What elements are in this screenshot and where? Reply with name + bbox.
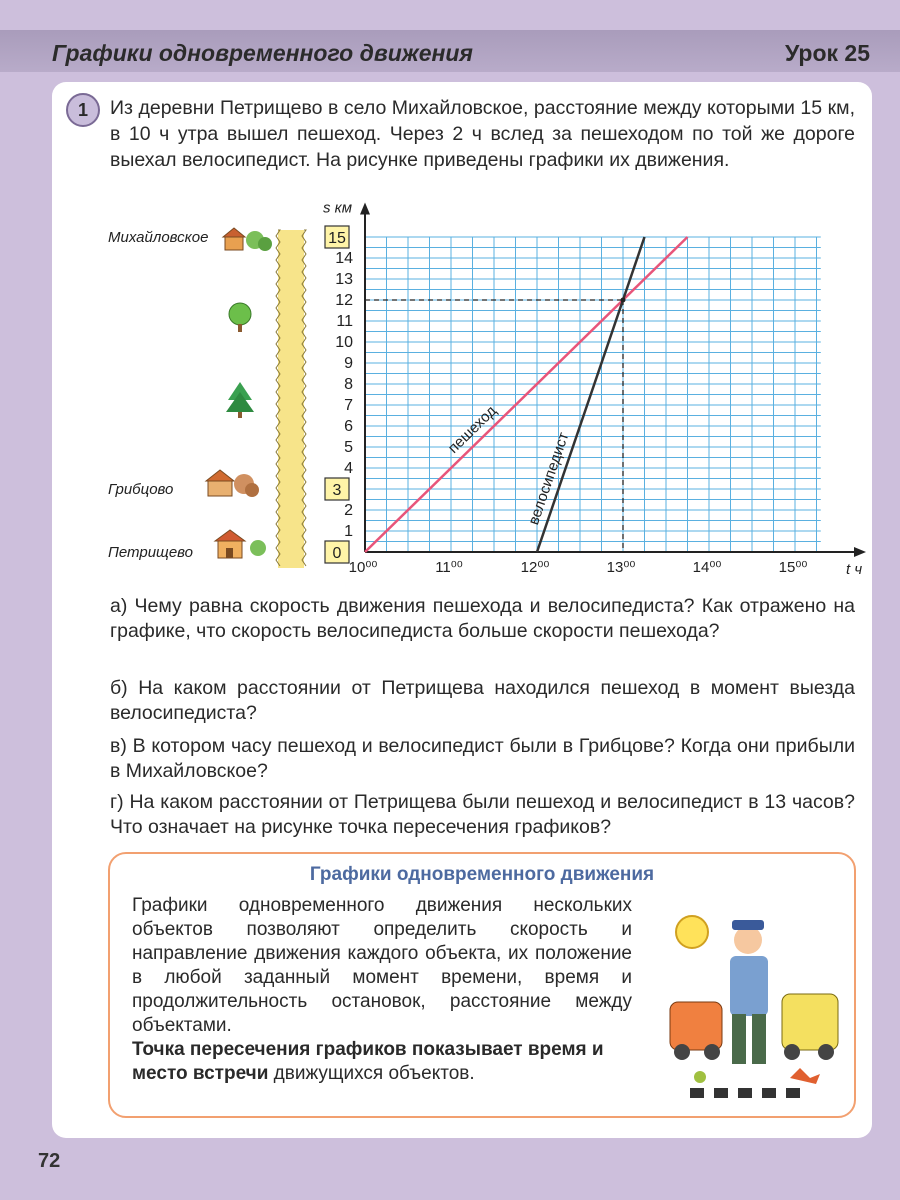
y-tick-label: 12 — [335, 292, 353, 309]
y-axis-arrow — [360, 203, 370, 215]
traffic-officer-illustration — [670, 902, 840, 1107]
x-tick-label: 14⁰⁰ — [692, 559, 722, 576]
y-tick-label: 4 — [344, 460, 353, 477]
y-axis-label: s км — [323, 199, 353, 217]
x-tick-label: 10⁰⁰ — [348, 559, 378, 576]
y-tick-label: 9 — [344, 355, 353, 372]
rule-conclusion — [132, 1038, 632, 1086]
place-name-label: Петрищево — [108, 544, 194, 561]
rule-title: Графики одновременного движения — [309, 864, 655, 885]
question-a: а) Чему равна скорость движения пешехода и велосипедиста? Как отражено на графике, что скорость велосипедиста больше скорости пешехода? — [110, 595, 855, 642]
x-tick-label: 12⁰⁰ — [520, 559, 550, 576]
page-title: Графики одновременного движения — [52, 40, 473, 66]
motion-graph — [100, 199, 863, 590]
question-b: б) На каком расстоянии от Петрищева находился пешеход в момент выезда велосипедиста? — [110, 677, 855, 724]
place-name-label: Михайловское — [108, 229, 209, 246]
fir-tree-icon — [226, 382, 254, 418]
village-house-icon — [206, 470, 259, 497]
chart-area — [100, 199, 863, 590]
page-number: 72 — [38, 1150, 61, 1172]
question-d: г) На каком расстоянии от Петрищева были пешеход и велосипедист в 13 часов? Что означает на рисунке точка пересечения графиков? — [110, 791, 855, 838]
rule-box — [108, 852, 856, 1118]
question-c: в) В котором часу пешеход и велосипедист были в Грибцове? Когда они прибыли в Михайловское? — [110, 735, 855, 782]
rule-tail-text: движущихся объектов. — [268, 1063, 475, 1084]
x-axis-label: t ч — [846, 561, 863, 578]
y-tick-label: 10 — [335, 334, 353, 351]
village-house-icon — [215, 530, 266, 558]
rule-bold-text: Точка пересечения графиков показывает время и место встречи — [132, 1039, 604, 1084]
y-tick-label: 5 — [344, 439, 353, 456]
y-tick-label: 1 — [344, 523, 353, 540]
y-tick-label: 6 — [344, 418, 353, 435]
task-number-badge: 1 — [66, 93, 100, 127]
lesson-label: Урок 25 — [784, 40, 870, 66]
place-km-label: 3 — [332, 482, 342, 499]
cyclist-series-label: велосипедист — [525, 430, 573, 528]
y-tick-label: 8 — [344, 376, 353, 393]
place-km-label: 15 — [328, 230, 346, 247]
y-tick-label: 13 — [335, 271, 353, 288]
y-tick-label: 7 — [344, 397, 353, 414]
x-tick-label: 11⁰⁰ — [435, 559, 463, 576]
rule-text: Графики одновременного движения нескольких объектов позволяют определить скорость и направление движения каждого объекта, их положение в любой заданный момент времени, время и продолжительность остановок, расстояние между объектами. — [132, 895, 632, 1036]
village-house-icon — [223, 228, 272, 251]
road-strip — [276, 230, 306, 568]
y-tick-label: 14 — [335, 250, 353, 267]
place-km-label: 0 — [332, 545, 342, 562]
task-text: Из деревни Петрищево в село Михайловское, расстояние между которыми 15 км, в 10 ч утра вышел пешеход. Через 2 ч вслед за пешеходом по той же дороге выехал велосипедист. На рисунке приведены графики их движения. — [110, 97, 855, 171]
y-tick-label: 11 — [336, 313, 353, 330]
x-tick-label: 13⁰⁰ — [606, 559, 636, 576]
y-tick-label: 2 — [344, 502, 353, 519]
x-tick-label: 15⁰⁰ — [778, 559, 808, 576]
place-name-label: Грибцово — [108, 481, 174, 498]
tree-icon — [229, 303, 251, 332]
intersection-point — [621, 298, 626, 303]
pedestrian-series-label: пешеход — [444, 402, 500, 457]
